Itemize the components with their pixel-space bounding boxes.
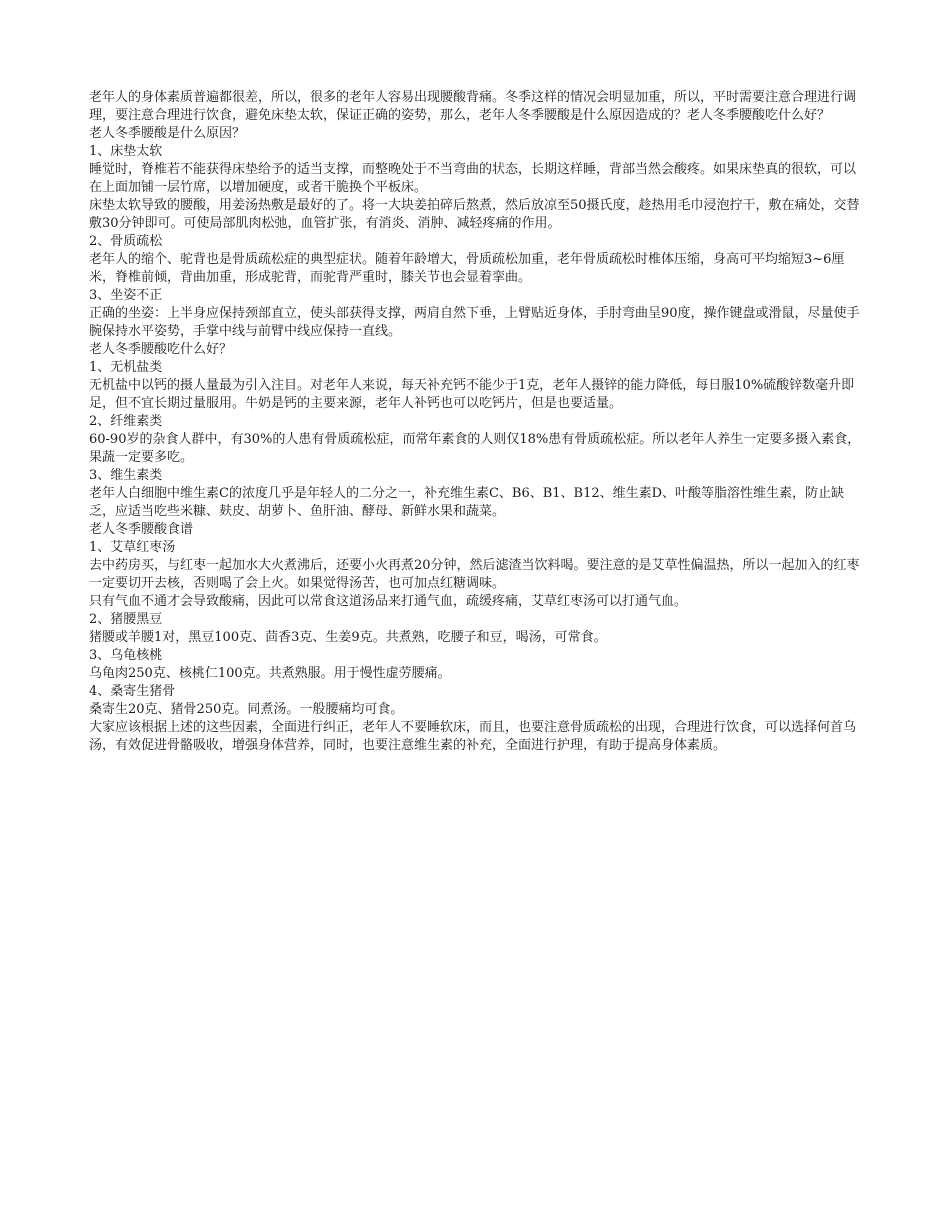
subheading-mugwort-jujube-soup: 1、艾草红枣汤: [89, 540, 176, 555]
paragraph-posture: 正确的坐姿：上半身应保持颈部直立，使头部获得支撑，两肩自然下垂，上臂贴近身体，手肘弯曲呈90度，操作键盘或滑鼠，尽量使手腕保持水平姿势，手掌中线与前臂中线应保持一直线。: [89, 306, 860, 339]
conclusion-paragraph: 大家应该根据上述的这些因素，全面进行纠正，老年人不要睡软床，而且，也要注意骨质疏松的出现，合理进行饮食，可以选择何首乌汤，有效促进骨骼吸收，增强身体营养，同时，也要注意维生素的补充，全面进行护理，有助于提高身体素质。: [89, 720, 857, 753]
subheading-minerals: 1、无机盐类: [89, 360, 163, 375]
paragraph-kidney-black-bean: 猪腰或羊腰1对，黑豆100克、茴香3克、生姜9克。共煮熟，吃腰子和豆，喝汤，可常食。: [89, 630, 607, 645]
paragraph-osteoporosis: 老年人的缩个、驼背也是骨质疏松症的典型症状。随着年龄增大，骨质疏松加重，老年骨质疏松时椎体压缩，身高可平均缩短3~6厘米，脊椎前倾，背曲加重，形成驼背，而驼背严重时，膝关节也会显着挛曲。: [89, 252, 845, 285]
subheading-soft-mattress: 1、床垫太软: [89, 144, 163, 159]
paragraph-mugwort-jujube-soup: 去中药房买，与红枣一起加水大火煮沸后，还要小火再煮20分钟，然后滤渣当饮料喝。要注意的是艾草性偏温热，所以一起加入的红枣一定要切开去核，否则喝了会上火。如果觉得汤苦，也可加点红糖调味。: [89, 558, 860, 591]
paragraph-soft-mattress: 睡觉时，脊椎若不能获得床垫给予的适当支撑，而整晚处于不当弯曲的状态，长期这样睡，背部当然会酸疼。如果床垫真的很软，可以在上面加铺一层竹席，以增加硬度，或者干脆换个平板床。: [89, 162, 857, 195]
section-heading-causes: 老人冬季腰酸是什么原因？: [89, 126, 246, 141]
intro-paragraph: 老年人的身体素质普遍都很差，所以，很多的老年人容易出现腰酸背痛。冬季这样的情况会明显加重，所以，平时需要注意合理进行调理，要注意合理进行饮食，避免床垫太软，保证正确的姿势，那么，老年人冬季腰酸是什么原因造成的？老人冬季腰酸吃什么好？: [89, 90, 857, 123]
paragraph-vitamins: 老年人白细胞中维生素C的浓度几乎是年轻人的二分之一，补充维生素C、B6、B1、B12、维生素D、叶酸等脂溶性维生素，防止缺乏，应适当吃些米糠、麸皮、胡萝卜、鱼肝油、酵母、新鲜水果和蔬菜。: [89, 486, 845, 519]
paragraph-mistletoe-pork-bone: 桑寄生20克、猪骨250克。同煮汤。一般腰痛均可食。: [89, 702, 404, 717]
subheading-mistletoe-pork-bone: 4、桑寄生猪骨: [89, 684, 176, 699]
subheading-osteoporosis: 2、骨质疏松: [89, 234, 163, 249]
document-body: [89, 89, 864, 755]
paragraph-turtle-walnut: 乌龟肉250克、核桃仁100克。共煮熟服。用于慢性虚劳腰痛。: [89, 666, 451, 681]
subheading-fiber: 2、纤维素类: [89, 414, 163, 429]
subheading-kidney-black-bean: 2、猪腰黑豆: [89, 612, 163, 627]
paragraph-fiber: 60-90岁的杂食人群中，有30%的人患有骨质疏松症，而常年素食的人则仅18%患有骨质疏松症。所以老年人养生一定要多摄入素食，果蔬一定要多吃。: [89, 432, 861, 465]
section-heading-diet: 老人冬季腰酸吃什么好？: [89, 342, 233, 357]
subheading-posture: 3、坐姿不正: [89, 288, 163, 303]
paragraph-qi-blood: 只有气血不通才会导致酸痛，因此可以常食这道汤品来打通气血，疏缓疼痛，艾草红枣汤可以打通气血。: [89, 594, 688, 609]
section-heading-recipes: 老人冬季腰酸食谱: [89, 522, 194, 537]
paragraph-ginger-compress: 床垫太软导致的腰酸，用姜汤热敷是最好的了。将一大块姜拍碎后熬煮，然后放凉至50摄氏度，趁热用毛巾浸泡拧干，敷在痛处，交替敷30分钟即可。可使局部肌肉松弛，血管扩张，有消炎、消肿、减轻疼痛的作用。: [89, 198, 860, 231]
subheading-vitamins: 3、维生素类: [89, 468, 163, 483]
subheading-turtle-walnut: 3、乌龟核桃: [89, 648, 163, 663]
paragraph-minerals: 无机盐中以钙的摄人量最为引入注目。对老年人来说，每天补充钙不能少于1克，老年人摄锌的能力降低，每日服10%硫酸锌数毫升即足，但不宜长期过量服用。牛奶是钙的主要来源，老年人补钙也可以吃钙片，但是也要适量。: [89, 378, 855, 411]
